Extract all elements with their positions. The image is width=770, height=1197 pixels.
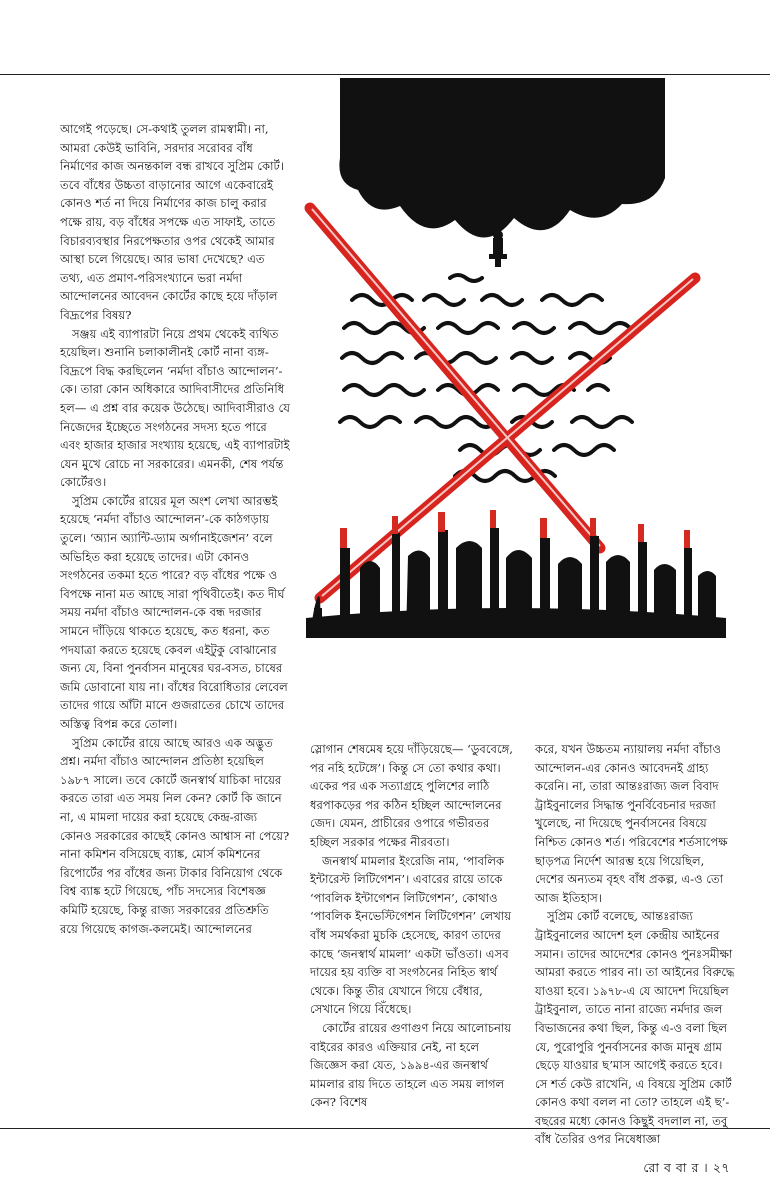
paragraph: কোর্টের রায়ের গুণাগুণ নিয়ে আলোচনায় বাইরের কারও এক্তিয়ার নেই, না হলে জিজ্ঞেস করা যেত, ১৯৯৪-এর জনস্বার্থ মামলার রায় দিতে তাহলে এত সময় লাগল কেন? বিশেষ (310, 1020, 512, 1110)
paragraph: সুপ্রিম কোর্টের রায়ের মূল অংশ লেখা আরম্ভই হয়েছে ‘নর্মদা বাঁচাও আন্দোলন’-কে কাঠগড়ায় তুলে। ‘অ্যান অ্যান্টি-ড্যাম অর্গানাইজেশন’ বলে অভিহিত করা হয়েছে তাদের। এটা কোনও সংগঠনের তকমা হতে পারে? বড় বাঁধের পক্ষে ও বিপক্ষে নানা মত আছে সারা পৃথিবীতেই। কত দীর্ঘ সময় নর্মদা বাঁচাও আন্দোলন-কে বন্ধ দরজার সামনে দাঁড়িয়ে থাকতে হয়েছে, কত ধরনা, কত পদযাত্রা করতে হয়েছে কেবল এইটুকু বোঝানোর জন্য যে, বিনা পুনর্বাসন মানুষের ঘর-বসত, চাষের জমি ডোবানো যায় না। বাঁধের বিরোধিতার লেবেল তাদের গায়ে আঁটা মানে গুজরাতের চোখে তাদের অস্তিত্ব বিপন্ন করে তোলা। (60, 493, 288, 731)
crossed-out-verdict-illustration (300, 78, 740, 708)
illustration (300, 78, 740, 708)
page-footer: রো ব বা র । ২৭ (643, 1160, 730, 1175)
article-column-3 (535, 740, 735, 1147)
article-column-1 (60, 120, 290, 1110)
top-rule (0, 74, 770, 75)
paragraph: আগেই পড়েছে। সে-কথাই তুলল রামস্বামী। না, আমরা কেউই ভাবিনি, সরদার সরোবর বাঁধ নির্মাণের কাজ অনন্তকাল বন্ধ রাখবে সুপ্রিম কোর্ট। তবে বাঁধের উচ্চতা বাড়ানোর আগে একেবারেই কোনও শর্ত না দিয়ে নির্মাণের কাজ চালু করার পক্ষে রায়, বড় বাঁধের সপক্ষে এত সাফাই, তাতে বিচারব্যবস্থার নিরপেক্ষতার ওপর থেকেই আমার আস্থা চলে গিয়েছে। আর ভাষা দেখেছে? এত তথ্য, এত প্রমাণ-পরিসংখ্যানে ভরা নর্মদা আন্দোলনের আবেদন কোর্টের কাছে হয়ে দাঁড়াল বিদ্রূপের বিষয়? (60, 122, 284, 322)
paragraph: সুপ্রিম কোর্টের রায়ে আছে আরও এক অদ্ভুত প্রশ্ন। নর্মদা বাঁচাও আন্দোলন প্রতিষ্ঠা হয়েছিল ১৯৮৭ সালে। তবে কোর্টে জনস্বার্থ যাচিকা দায়ের করতে তারা এত সময় নিল কেন? কোর্ট কি জানে না, এ মামলা দায়ের করা হয়েছে কেন্দ্র-রাজ্য কোনও সরকারের কাছেই কোনও আশ্বাস না পেয়ে? নানা কমিশন বসিয়েছে ব্যাঙ্ক, মোর্স কমিশনের রিপোর্টের পর বাঁধের জন্য টাকার বিনিয়োগ থেকে বিশ্ব ব্যাঙ্ক হটে গিয়েছে, পাঁচ সদস্যের বিশেষজ্ঞ কমিটি হয়েছে, কিন্তু রাজ্য সরকারের প্রতিশ্রুতি রয়ে গিয়েছে কাগজ-কলমেই। আন্দোলনের (60, 735, 290, 936)
article-column-2 (310, 740, 515, 1110)
paragraph: স্লোগান শেষমেষ হয়ে দাঁড়িয়েছে— ‘ডুববেঙ্গে, পর নহি হটেঙ্গে’। কিন্তু সে তো কথার কথা। একের পর এক সত্যাগ্রহে পুলিশের লাঠি ধরপাকড়ের পর কঠিন হচ্ছিল আন্দোলনের জেদ। যেমন, প্রাচীরের ওপারে গভীরতর হচ্ছিল সরকার পক্ষের নীরবতা। (310, 742, 513, 849)
paragraph: করে, যখন উচ্চতম ন্যায়ালয় নর্মদা বাঁচাও আন্দোলন-এর কোনও আবেদনই গ্রাহ্য করেনি। না, তারা আন্তঃরাজ্য জল বিবাদ ট্রাইবুনালের সিদ্ধান্ত পুনর্বিবেচনার দরজা খুলেছে, না দিয়েছে পুনর্বাসনের বিষয়ে নিশ্চিত কোনও শর্ত। পরিবেশের শর্তসাপেক্ষ ছাড়পত্র নির্দেশ আরম্ভ হয়ে গিয়েছিল, দেশের অন্যতম বৃহৎ বাঁধ প্রকল্প, এ-ও তো আজ ইতিহাস। (535, 742, 728, 905)
paragraph: সুপ্রিম কোর্ট বলেছে, আন্তঃরাজ্য ট্রাইবুনালের আদেশ হল কেন্দ্রীয় আইনের সমান। তাদের আদেশের কোনও পুনঃসমীক্ষা আমরা করতে পারব না। তা আইনের বিরুদ্ধে যাওয়া হবে। ১৯৭৮-এ যে আদেশ দিয়েছিল ট্রাইবুনাল, তাতে নানা রাজ্যে নর্মদার জল বিভাজনের কথা ছিল, কিন্তু এ-ও বলা ছিল যে, পুরোপুরি পুনর্বাসনের কাজ মানুষ গ্রাম ছেড়ে যাওয়ার ছ’মাস আগেই করতে হবে। সে শর্ত কেউ রাখেনি, এ বিষয়ে সুপ্রিম কোর্ট কোনও কথা বলল না তো? তাহলে এই ছ’-বছরের মধ্যে কোনও কিছুই বদলাল না, তবু বাঁধ তৈরির ওপর নিষেধাজ্ঞা (535, 909, 735, 1147)
paragraph: সঞ্জয় এই ব্যাপারটা নিয়ে প্রথম থেকেই ব্যথিত হয়েছিল। শুনানি চলাকালীনই কোর্ট নানা ব্যঙ্গ-বিদ্রূপে বিদ্ধ করছিলেন ‘নর্মদা বাঁচাও আন্দোলন’-কে। তারা কোন অধিকারে আদিবাসীদের প্রতিনিধি হল— এ প্রশ্ন বার কয়েক উঠেছে। আদিবাসীরাও যে নিজেদের ইচ্ছেতে সংগঠনের সদস্য হতে পারে এবং হাজার হাজার সংখ্যায় হয়েছে, এই ব্যাপারটাই যেন মুখে রোচে না সরকারের। এমনকী, শেষ পর্যন্ত কোর্টেরও। (60, 326, 290, 490)
bottom-rule (0, 1128, 770, 1129)
paragraph: জনস্বার্থ মামলার ইংরেজি নাম, ‘পাবলিক ইন্টারেস্ট লিটিগেশন’। এবারের রায়ে তাকে ‘পাবলিক ইন্টাগেশন লিটিগেশন’, কোথাও ‘পাবলিক ইনভেস্টিগেশন লিটিগেশন’ লেখায় বাঁধ সমর্থকরা মুচকি হেসেছে, কারণ তাদের কাছে ‘জনস্বার্থ মামলা’ একটা ভাঁওতা। এসব দায়ের হয় ব্যক্তি বা সংগঠনের নিহিত স্বার্থ থেকে। কিন্তু তীর যেখানে গিয়ে বেঁধার, সেখানে গিয়ে বিঁধেছে। (310, 853, 512, 1017)
